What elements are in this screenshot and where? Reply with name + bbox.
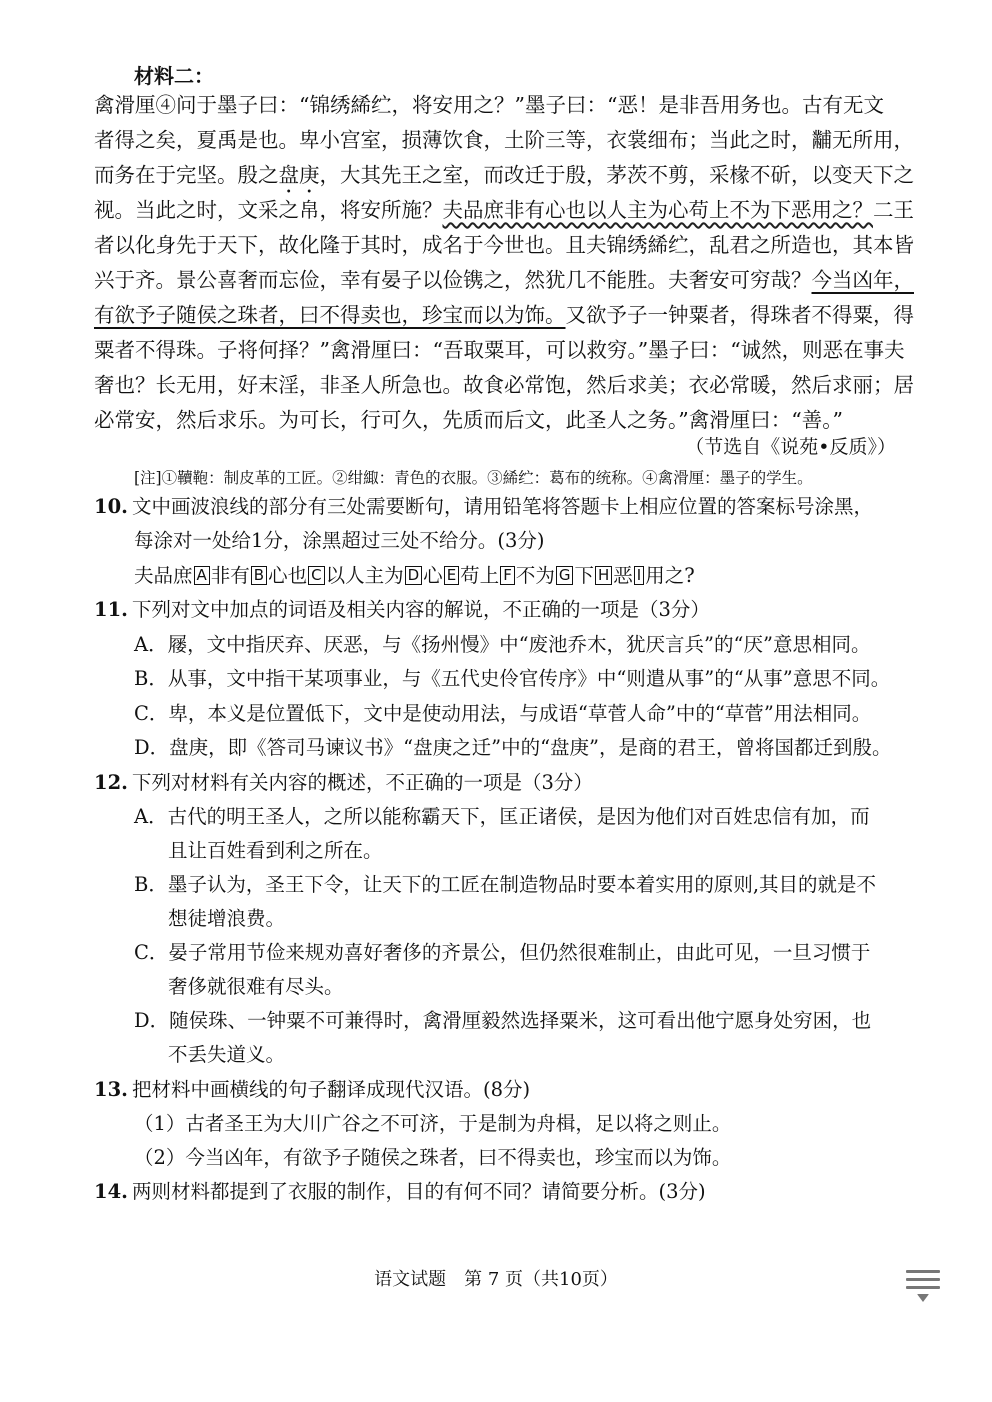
segment: 不为: [515, 564, 555, 587]
option-c-cont: 奢侈就很难有尽头。: [168, 975, 344, 998]
segment: 苟上: [460, 564, 500, 587]
footnote: [注]①韇鞄：制皮革的工匠。②绀緅：青色的衣服。③絺纻：葛布的统称。④禽滑厘：墨子的学生。: [134, 469, 813, 487]
text-span: ，大其先王之室，而改迁于殷，茅茨不剪，采椽不斫，以变天下之: [319, 163, 914, 187]
page-footer: 语文试题 第 7 页（共10页）: [374, 1269, 618, 1290]
text-span: 视。当此之时，文采之帛，将安所施？: [94, 198, 443, 222]
menu-bar: [906, 1278, 940, 1281]
option-b-cont: 想徒增浪费。: [168, 907, 286, 930]
answer-box[interactable]: G: [556, 566, 574, 585]
option-c: C．晏子常用节俭来规劝喜好奢侈的齐景公，但仍然很难制止，由此可见，一旦习惯于: [134, 941, 871, 964]
segment: 用之?: [645, 564, 695, 587]
menu-bar: [906, 1270, 940, 1273]
answer-box[interactable]: A: [194, 566, 210, 585]
question-stem: 把材料中画横线的句子翻译成现代汉语。(8分): [132, 1078, 531, 1101]
passage-line: [94, 193, 914, 228]
answer-box[interactable]: H: [595, 566, 612, 585]
option-a: A．屦，文中指厌弃、厌恶，与《扬州慢》中“废池乔木，犹厌言兵”的“厌”意思相同。: [134, 633, 871, 656]
question-stem: 两则材料都提到了衣服的制作，目的有何不同？请简要分析。(3分): [132, 1180, 706, 1203]
passage-line: [94, 263, 914, 298]
passage-line: 必常安，然后求乐。为可长，行可久，先质而后文，此圣人之务。”禽滑厘曰：“善。”: [94, 408, 843, 432]
answer-box[interactable]: I: [634, 566, 644, 585]
question-number: 10.: [94, 495, 128, 518]
source-citation: （节选自《说苑•反质》）: [685, 436, 896, 458]
translation-item: （2）今当凶年，有欲予子随侯之珠者，曰不得卖也，珍宝而以为饰。: [134, 1146, 732, 1169]
question-14: [94, 1175, 706, 1209]
answer-box[interactable]: E: [444, 566, 459, 585]
text-span: 二王: [873, 198, 914, 222]
passage-line: 者得之矣，夏禹是也。卑小宫室，损薄饮食，土阶三等，衣裳细布；当此之时，黼无所用，: [94, 128, 914, 152]
translation-item: （1）古者圣王为大川广谷之不可济，于是制为舟楫，足以将之则止。: [134, 1112, 732, 1135]
underlined-text: 有欲予子随侯之珠者，曰不得卖也，珍宝而以为饰。: [94, 303, 566, 327]
question-stem: 下列对材料有关内容的概述，不正确的一项是（3分）: [132, 771, 593, 794]
segment: 恶: [613, 564, 633, 587]
option-a: A．古代的明王圣人，之所以能称霸天下，匡正诸侯，是因为他们对百姓忠信有加，而: [134, 805, 870, 828]
dotted-word: 盘庚: [278, 163, 320, 187]
passage-line: 者以化身先于天下，故化隆于其时，成名于今世也。且夫锦绣絺纻，乱君之所造也，其本皆: [94, 233, 914, 257]
passage-line: 禽滑厘④问于墨子曰：“锦绣絺纻，将安用之？”墨子曰：“恶！是非吾用务也。古有无文: [94, 93, 884, 117]
option-d: D．盘庚，即《答司马谏议书》“盘庚之迁”中的“盘庚”，是商的君王，曾将国都迁到殷。: [134, 736, 892, 759]
question-12: [94, 766, 593, 800]
menu-bar: [906, 1286, 940, 1289]
question-number: 12.: [94, 771, 128, 794]
menu-collapse-icon[interactable]: [906, 1270, 940, 1306]
answer-box[interactable]: F: [500, 566, 515, 585]
chevron-down-icon: [917, 1294, 929, 1302]
segment: 非有: [210, 564, 250, 587]
segment: 以人主为: [325, 564, 404, 587]
question-11: [94, 593, 710, 627]
question-number: 11.: [94, 598, 128, 621]
question-stem: 下列对文中加点的词语及相关内容的解说，不正确的一项是（3分）: [132, 598, 710, 621]
underlined-text: 今当凶年，: [811, 268, 914, 292]
segment: 心也: [268, 564, 308, 587]
answer-box[interactable]: B: [251, 566, 267, 585]
question-number: 14.: [94, 1180, 128, 1203]
material-heading: 材料二：: [134, 64, 214, 88]
question-10: [94, 490, 873, 524]
text-span: 而务在于完坚。殷之: [94, 163, 279, 187]
passage-line: [94, 298, 914, 333]
sentence-break-line: [134, 559, 695, 593]
option-b: B．墨子认为，圣王下令，让天下的工匠在制造物品时要本着实用的原则,其目的就是不: [134, 873, 877, 896]
segment: 夫品庶: [134, 564, 193, 587]
question-10-stem-cont: 每涂对一处给1分，涂黑超过三处不给分。(3分): [134, 529, 545, 552]
passage-line: [94, 158, 914, 193]
question-stem: 文中画波浪线的部分有三处需要断句，请用铅笔将答题卡上相应位置的答案标号涂黑，: [132, 495, 874, 518]
question-number: 13.: [94, 1078, 128, 1101]
option-d: D．随侯珠、一钟粟不可兼得时，禽滑厘毅然选择粟米，这可看出他宁愿身处穷困，也: [134, 1009, 872, 1032]
passage: [94, 88, 914, 438]
text-span: 又欲予子一钟粟者，得珠者不得粟，得: [565, 303, 914, 327]
option-c: C．卑，本义是位置低下，文中是使动用法，与成语“草菅人命”中的“草菅”用法相同。: [134, 702, 872, 725]
answer-box[interactable]: C: [308, 566, 324, 585]
question-13: [94, 1073, 530, 1107]
segment: 心: [423, 564, 443, 587]
option-a-cont: 且让百姓看到利之所在。: [168, 839, 383, 862]
text-span: 兴于齐。景公喜奢而忘俭，幸有晏子以俭镌之，然犹几不能胜。夫奢安可穷哉？: [94, 268, 812, 292]
option-d-cont: 不丢失道义。: [168, 1043, 286, 1066]
passage-line: 粟者不得珠。子将何择？”禽滑厘曰：“吾取粟耳，可以救穷。”墨子曰：“诚然，则恶在事夫: [94, 338, 905, 362]
answer-box[interactable]: D: [405, 566, 423, 585]
wavy-underlined-text: 夫品庶非有心也以人主为心苟上不为下恶用之？: [442, 198, 873, 222]
segment: 下: [574, 564, 594, 587]
passage-line: 奢也？长无用，好末淫，非圣人所急也。故食必常饱，然后求美；衣必常暖，然后求丽；居: [94, 373, 914, 397]
option-b: B．从事，文中指干某项事业，与《五代史伶官传序》中“则遣从事”的“从事”意思不同。: [134, 667, 891, 690]
